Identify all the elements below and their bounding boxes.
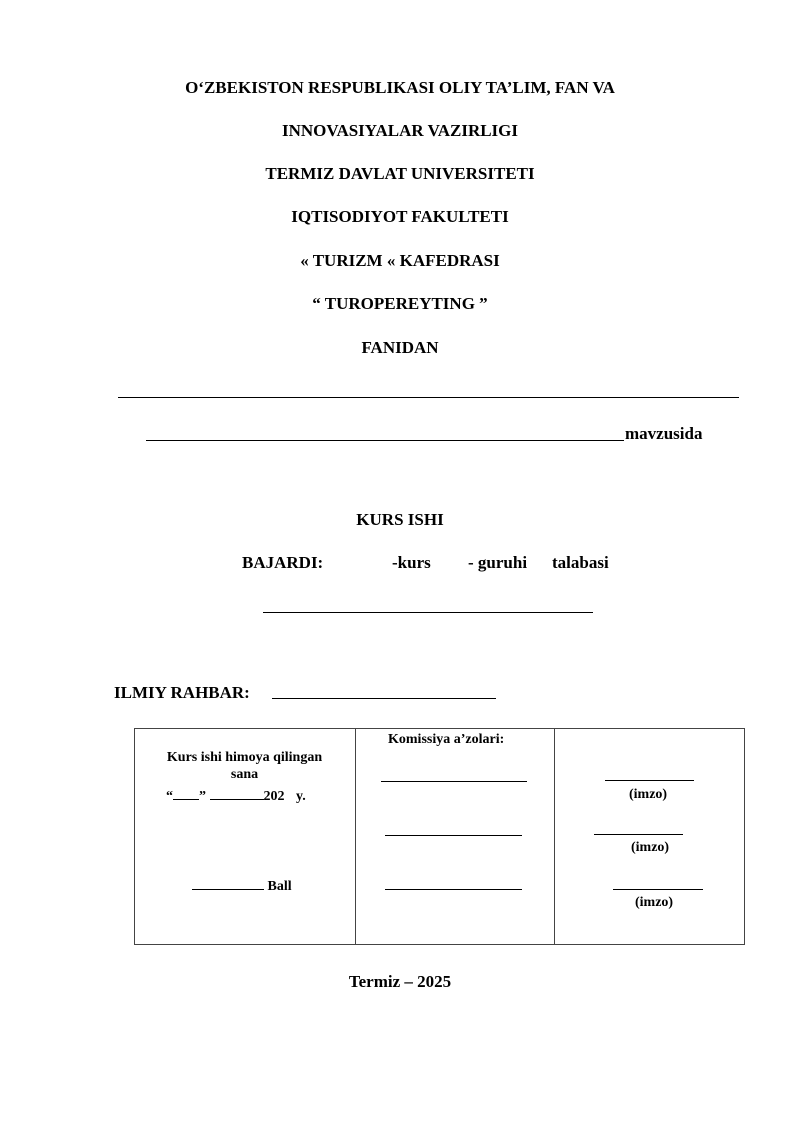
- department-name: « TURIZM « KAFEDRASI: [300, 251, 500, 270]
- day-blank: [173, 785, 199, 800]
- university-name: TERMIZ DAVLAT UNIVERSITETI: [265, 164, 535, 183]
- supervisor-label: ILMIY RAHBAR:: [114, 683, 250, 702]
- defense-date-blank: [166, 785, 306, 805]
- topic-blank-line-1: [118, 397, 739, 398]
- score-label: Ball: [267, 879, 292, 894]
- table-divider-2: [554, 728, 555, 945]
- group-label: - guruhi: [468, 553, 528, 572]
- signature-1-blank: [605, 780, 694, 781]
- commission-member-2-blank: [385, 835, 522, 836]
- student-label: talabasi: [552, 553, 609, 572]
- supervisor-name-blank: [272, 698, 496, 699]
- quote-close: ”: [199, 789, 206, 804]
- performed-by-label: BAJARDI:: [242, 553, 324, 572]
- year-suffix: y.: [296, 789, 306, 804]
- ministry-line-1: O‘ZBEKISTON RESPUBLIKASI OLIY TA’LIM, FAN VA: [185, 78, 615, 97]
- place-and-year: Termiz – 2025: [348, 972, 452, 991]
- signature-2-label: (imzo): [631, 840, 670, 855]
- subject-name: “ TUROPEREYTING ”: [312, 294, 488, 313]
- signature-3-blank: [613, 889, 703, 890]
- score-row: [192, 875, 292, 895]
- topic-suffix: mavzusida: [625, 424, 703, 443]
- table-divider-1: [355, 728, 356, 945]
- faculty-name: IQTISODIYOT FAKULTETI: [291, 207, 509, 226]
- student-name-blank: [263, 612, 593, 613]
- commission-member-1-blank: [381, 781, 527, 782]
- signature-1-label: (imzo): [629, 787, 668, 802]
- month-blank: [210, 785, 264, 800]
- work-title: KURS ISHI: [356, 510, 444, 529]
- score-blank: [192, 875, 264, 890]
- defense-date-label-line-1: Kurs ishi himoya qilingan: [166, 750, 323, 765]
- defense-date-label-line-2: sana: [230, 767, 259, 782]
- commission-member-3-blank: [385, 889, 522, 890]
- ministry-line-2: INNOVASIYALAR VAZIRLIGI: [281, 121, 519, 140]
- topic-blank-line-2: [146, 440, 624, 441]
- commission-header: Komissiya a’zolari:: [388, 732, 505, 747]
- year-prefix: 202: [263, 789, 285, 804]
- signature-2-blank: [594, 834, 683, 835]
- quote-open: “: [166, 789, 173, 804]
- course-label: -kurs: [392, 553, 431, 572]
- signature-3-label: (imzo): [635, 895, 674, 910]
- subject-suffix: FANIDAN: [361, 338, 439, 357]
